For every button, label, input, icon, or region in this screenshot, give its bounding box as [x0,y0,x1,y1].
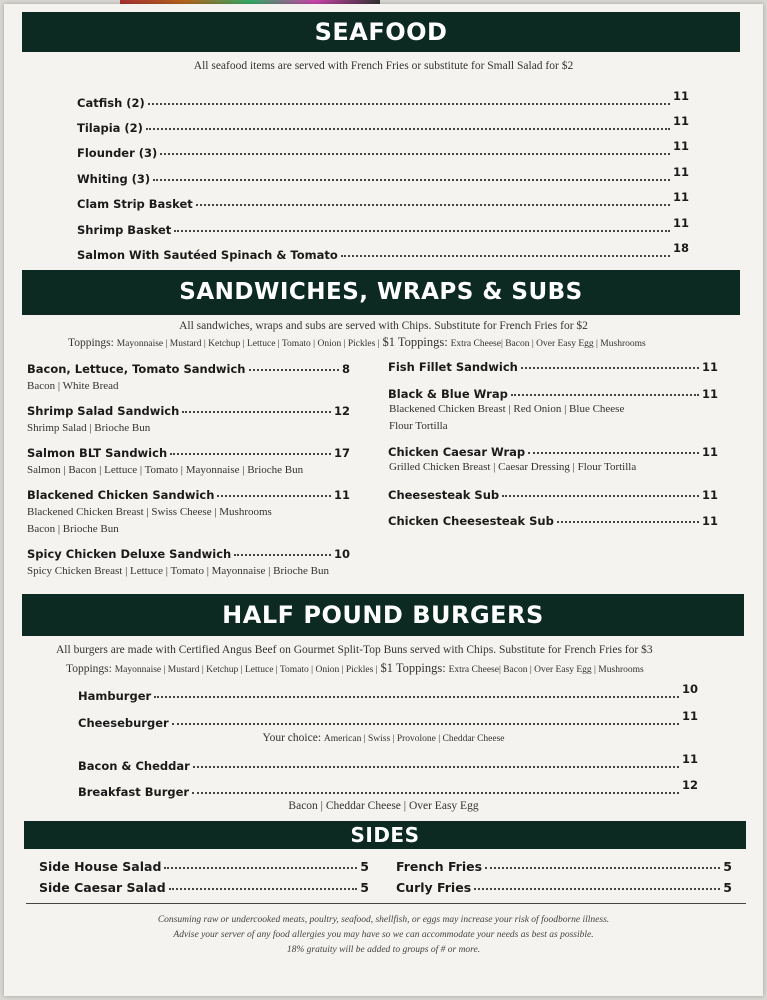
item-name: Tilapia (2) [77,121,143,135]
dot-leader [193,766,679,768]
item-name: Salmon BLT Sandwich [27,446,168,460]
item-description: Flour Tortilla [389,420,448,432]
sandwiches-toppings [68,335,646,351]
dot-leader [153,179,670,181]
sides-title: SIDES [350,823,420,847]
dot-leader [164,867,357,869]
sides-header [24,821,746,849]
dot-leader [154,696,679,698]
item-price: 11 [701,488,718,502]
item-price: 11 [701,387,718,401]
dot-leader [169,888,358,890]
item-description: Spicy Chicken Breast | Lettuce | Tomato | Mayonnaise | Brioche Bun [27,565,330,577]
item-price: 12 [681,778,698,792]
dot-leader [182,411,331,413]
item-description: Bacon | Brioche Bun [27,523,119,535]
menu-item [27,547,350,561]
menu-item [388,488,718,502]
item-name: Shrimp Basket [77,223,172,237]
item-price: 8 [341,362,350,376]
toppings-list: Mayonnaise | Mustard | Ketchup | Lettuce | Tomato | Onion | Pickles | [114,665,378,675]
menu-item [78,709,698,730]
item-price: 11 [672,114,689,128]
menu-item [78,682,698,703]
footer-allergy-note: Advise your server of any food allergies you may have so we can accommodate your needs as best as possible. [173,930,594,940]
dot-leader [234,554,331,556]
item-name: Black & Blue Wrap [388,387,508,401]
dot-leader [341,255,670,257]
burgers-header [22,594,744,636]
item-name: Whiting (3) [77,172,151,186]
item-name: Bacon & Cheddar [78,759,190,773]
item-price: 17 [333,446,350,460]
item-name: Side House Salad [39,859,162,874]
menu-item [27,404,350,418]
item-price: 11 [681,709,698,723]
dot-leader [174,230,670,232]
dot-leader [502,495,699,497]
item-name: Salmon With Sautéed Spinach & Tomato [77,248,338,262]
item-price: 11 [672,216,689,230]
dot-leader [172,723,679,725]
sandwiches-title: SANDWICHES, WRAPS & SUBS [179,279,583,305]
item-name: Flounder (3) [77,146,158,160]
item-description: Bacon | White Bread [27,380,119,392]
burgers-note: All burgers are made with Certified Angus Beef on Gourmet Split-Top Buns served with Chips. Substitute for French Fries for $3 [56,644,653,656]
menu-item [388,387,718,401]
item-name: French Fries [396,859,483,874]
sandwiches-note: All sandwiches, wraps and subs are served with Chips. Substitute for French Fries for $2 [179,320,588,332]
item-description: Shrimp Salad | Brioche Bun [27,422,151,434]
menu-item [27,488,350,502]
item-price: 11 [672,190,689,204]
item-description: Salmon | Bacon | Lettuce | Tomato | Mayonnaise | Brioche Bun [27,464,304,476]
item-price: 10 [333,547,350,561]
dot-leader [170,453,331,455]
item-price: 11 [681,752,698,766]
menu-item [77,114,689,135]
item-name: Chicken Cheesesteak Sub [388,514,554,528]
item-price: 12 [333,404,350,418]
menu-item [77,241,689,262]
menu-item [77,216,689,237]
item-name: Chicken Caesar Wrap [388,445,526,459]
item-price: 11 [672,139,689,153]
menu-item [39,881,369,895]
item-name: Spicy Chicken Deluxe Sandwich [27,547,232,561]
seafood-header [22,12,740,52]
menu-item [396,881,732,895]
item-price: 5 [360,880,369,895]
menu-item [27,362,350,376]
menu-item [78,778,698,799]
item-price: 5 [723,880,732,895]
item-price: 11 [672,165,689,179]
menu-item [396,860,732,874]
item-price: 10 [681,682,698,696]
menu-item [77,165,689,186]
menu-item [77,190,689,211]
dot-leader [249,369,339,371]
breakfast-burger-description: Bacon | Cheddar Cheese | Over Easy Egg [288,800,479,812]
dot-leader [217,495,331,497]
dot-leader [192,792,679,794]
item-name: Blackened Chicken Sandwich [27,488,215,502]
toppings-list: Mayonnaise | Mustard | Ketchup | Lettuce | Tomato | Onion | Pickles | [116,339,380,349]
item-price: 11 [701,514,718,528]
dot-leader [557,521,699,523]
dot-leader [160,153,670,155]
dot-leader [485,867,720,869]
dot-leader [511,394,699,396]
item-name: Clam Strip Basket [77,197,193,211]
item-price: 11 [701,445,718,459]
seafood-note: All seafood items are served with French Fries or substitute for Small Salad for $2 [193,60,574,72]
extra-toppings-label: $1 Toppings: [382,335,448,349]
item-name: Shrimp Salad Sandwich [27,404,180,418]
menu-page [4,4,763,996]
item-description: Blackened Chicken Breast | Swiss Cheese | Mushrooms [27,506,272,518]
item-name: Curly Fries [396,880,472,895]
item-price: 11 [701,360,718,374]
item-name: Fish Fillet Sandwich [388,360,518,374]
menu-item [77,89,689,110]
dot-leader [146,128,670,130]
menu-item [388,514,718,528]
dot-leader [521,367,699,369]
item-price: 18 [672,241,689,255]
dot-leader [528,452,699,454]
dot-leader [474,888,720,890]
burgers-toppings [66,661,644,677]
item-price: 11 [333,488,350,502]
choice-label: Your choice: [262,732,322,744]
item-description: Blackened Chicken Breast | Red Onion | Blue Cheese [389,403,625,415]
footer-gratuity-note: 18% gratuity will be added to groups of # or more. [286,945,481,955]
item-name: Side Caesar Salad [39,880,166,895]
toppings-label: Toppings: [68,337,114,349]
seafood-title: SEAFOOD [314,18,448,46]
extra-toppings-list: Extra Cheese| Bacon | Over Easy Egg | Mushrooms [448,665,644,675]
menu-item [388,445,718,459]
item-price: 11 [672,89,689,103]
item-name: Breakfast Burger [78,785,190,799]
dot-leader [196,204,670,206]
burgers-title: HALF POUND BURGERS [222,601,544,629]
item-price: 5 [360,859,369,874]
menu-item [27,446,350,460]
footer-divider [26,903,746,904]
footer-disclaimer: Consuming raw or undercooked meats, poultry, seafood, shellfish, or eggs may increase your risk of foodborne illness. [157,915,610,925]
cheese-choice [4,731,763,746]
toppings-label: Toppings: [66,663,112,675]
menu-item [77,139,689,160]
extra-toppings-list: Extra Cheese| Bacon | Over Easy Egg | Mushrooms [450,339,646,349]
item-name: Cheesesteak Sub [388,488,500,502]
item-name: Catfish (2) [77,96,145,110]
item-name: Bacon, Lettuce, Tomato Sandwich [27,362,246,376]
item-name: Hamburger [78,689,152,703]
menu-item [39,860,369,874]
dot-leader [148,103,670,105]
extra-toppings-label: $1 Toppings: [380,661,446,675]
choice-list: American | Swiss | Provolone | Cheddar Cheese [323,734,505,744]
item-description: Grilled Chicken Breast | Caesar Dressing | Flour Tortilla [389,461,637,473]
menu-item [388,360,718,374]
menu-item [78,752,698,773]
item-price: 5 [723,859,732,874]
item-name: Cheeseburger [78,716,169,730]
sandwiches-header [22,270,740,315]
